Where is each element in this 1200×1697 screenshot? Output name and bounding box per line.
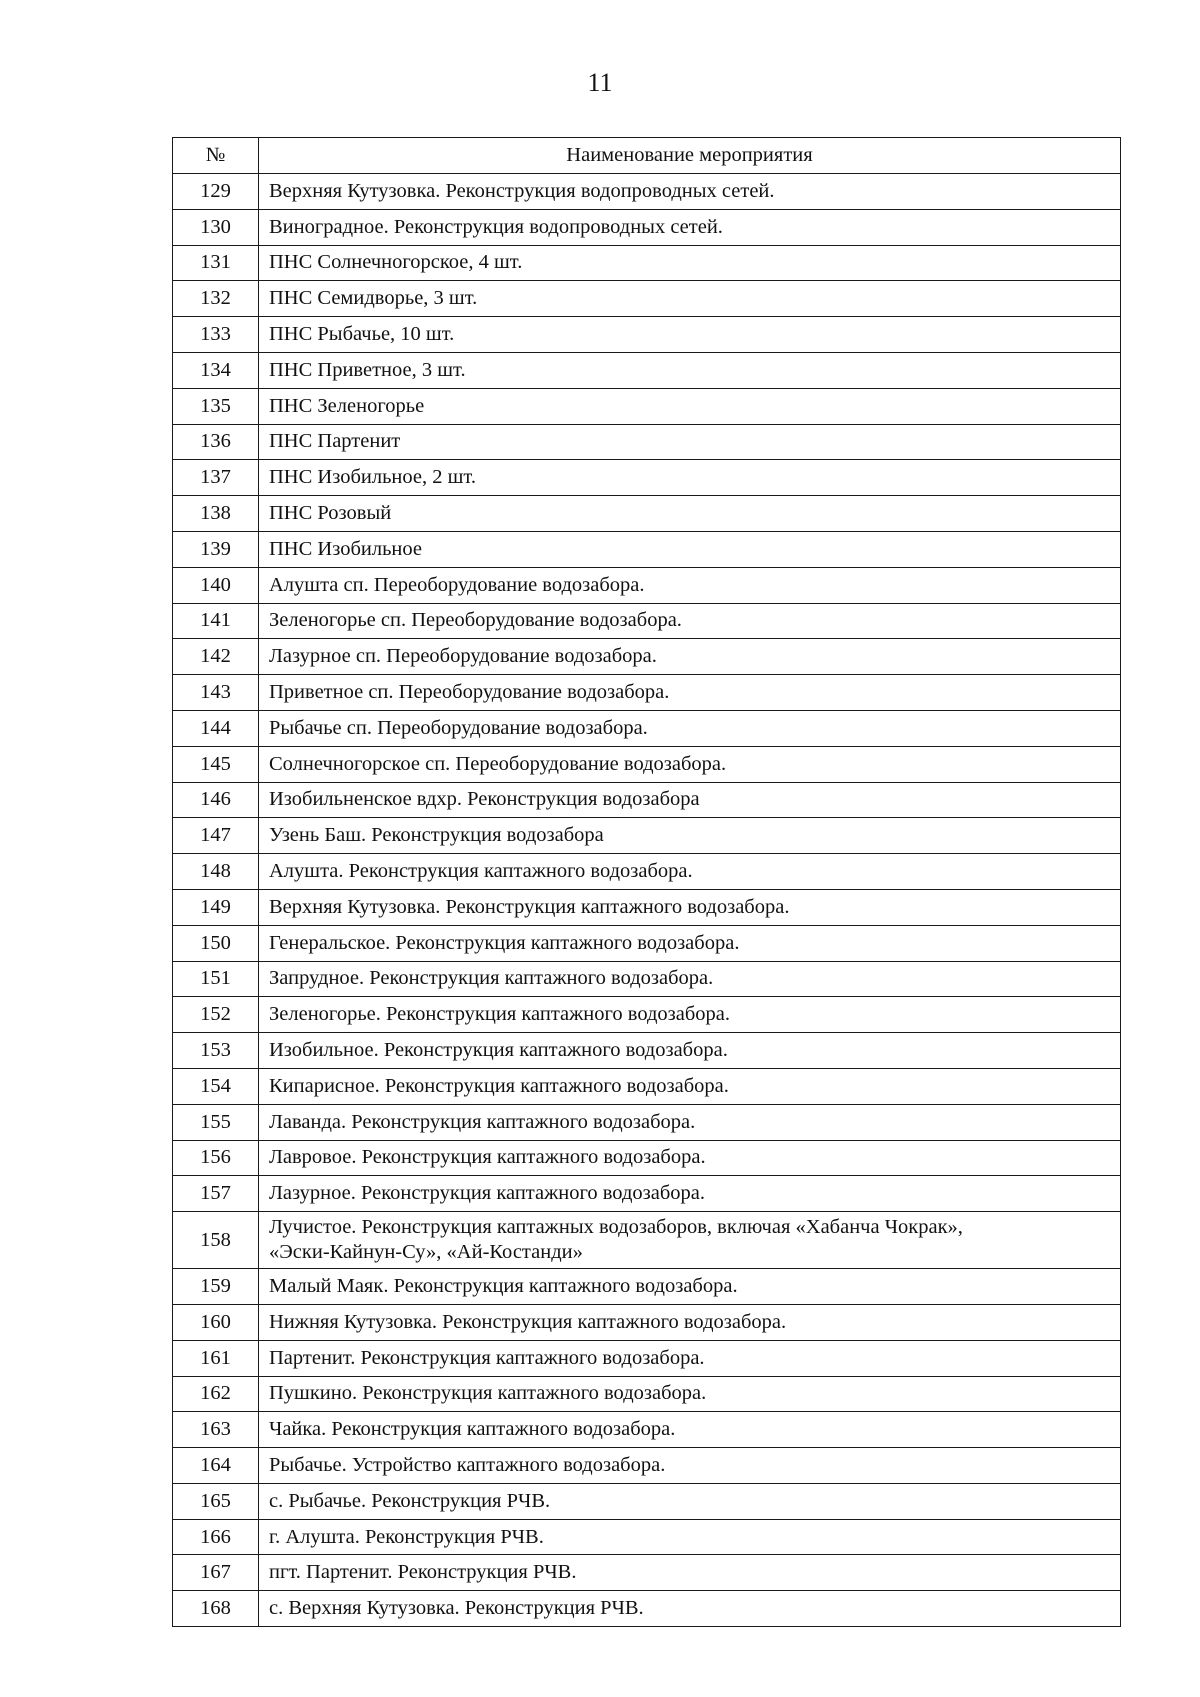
row-measure-name: Виноградное. Реконструкция водопроводных сетей. [259,209,1121,245]
table-row [173,818,1121,854]
row-number: 168 [173,1591,259,1627]
row-measure-name: ПНС Розовый [259,496,1121,532]
row-measure-name: Алушта сп. Переоборудование водозабора. [259,567,1121,603]
row-measure-name: Зеленогорье сп. Переоборудование водозабора. [259,603,1121,639]
table-row [173,1304,1121,1340]
row-measure-name: ПНС Зеленогорье [259,388,1121,424]
table-row [173,639,1121,675]
row-measure-name: ПНС Изобильное, 2 шт. [259,460,1121,496]
row-measure-name: Узень Баш. Реконструкция водозабора [259,818,1121,854]
table-row [173,997,1121,1033]
row-number: 132 [173,281,259,317]
table-row [173,675,1121,711]
row-number: 151 [173,961,259,997]
row-number: 154 [173,1068,259,1104]
row-number: 164 [173,1448,259,1484]
row-number: 148 [173,854,259,890]
row-number: 163 [173,1412,259,1448]
row-number: 159 [173,1269,259,1305]
table-row [173,1033,1121,1069]
row-measure-name: ПНС Рыбачье, 10 шт. [259,317,1121,353]
table-row [173,1519,1121,1555]
table-row [173,567,1121,603]
table-row [173,1448,1121,1484]
row-measure-name: Чайка. Реконструкция каптажного водозабора. [259,1412,1121,1448]
row-number: 133 [173,317,259,353]
row-measure-name-line-1: Лучистое. Реконструкция каптажных водозаборов, включая «Хабанча Чокрак», [269,1216,963,1239]
row-measure-name: ПНС Солнечногорское, 4 шт. [259,245,1121,281]
row-number: 145 [173,746,259,782]
row-measure-name: Верхняя Кутузовка. Реконструкция водопроводных сетей. [259,174,1121,210]
row-measure-name: Малый Маяк. Реконструкция каптажного водозабора. [259,1269,1121,1305]
table-row [173,209,1121,245]
row-measure-name: Рыбачье. Устройство каптажного водозабора. [259,1448,1121,1484]
row-number: 167 [173,1555,259,1591]
measures-table [172,137,1121,1627]
row-number: 136 [173,424,259,460]
row-number: 129 [173,174,259,210]
row-number: 158 [173,1212,259,1269]
row-measure-name: пгт. Партенит. Реконструкция РЧВ. [259,1555,1121,1591]
table-row [173,1591,1121,1627]
row-measure-name [259,1212,1121,1269]
row-measure-name: Изобильное. Реконструкция каптажного водозабора. [259,1033,1121,1069]
row-measure-name: Зеленогорье. Реконструкция каптажного водозабора. [259,997,1121,1033]
table-row [173,460,1121,496]
table-row [173,1140,1121,1176]
row-number: 157 [173,1176,259,1212]
row-measure-name: г. Алушта. Реконструкция РЧВ. [259,1519,1121,1555]
row-measure-name: ПНС Изобильное [259,531,1121,567]
row-number: 161 [173,1340,259,1376]
table-row [173,352,1121,388]
row-measure-name: Верхняя Кутузовка. Реконструкция каптажного водозабора. [259,889,1121,925]
table-row [173,174,1121,210]
row-measure-name: Лазурное сп. Переоборудование водозабора. [259,639,1121,675]
table-row [173,782,1121,818]
table-row [173,1068,1121,1104]
row-number: 137 [173,460,259,496]
row-measure-name: Генеральское. Реконструкция каптажного водозабора. [259,925,1121,961]
table-row [173,1340,1121,1376]
table-row [173,603,1121,639]
row-number: 138 [173,496,259,532]
header-measure-name: Наименование мероприятия [259,138,1121,174]
row-measure-name: Рыбачье сп. Переоборудование водозабора. [259,710,1121,746]
row-measure-name: Приветное сп. Переоборудование водозабора. [259,675,1121,711]
table-row [173,746,1121,782]
row-number: 149 [173,889,259,925]
row-number: 152 [173,997,259,1033]
row-measure-name: Лазурное. Реконструкция каптажного водозабора. [259,1176,1121,1212]
row-number: 153 [173,1033,259,1069]
row-number: 147 [173,818,259,854]
row-number: 134 [173,352,259,388]
row-measure-name-line-2: «Эски-Кайнун-Су», «Ай-Костанди» [269,1241,583,1264]
row-measure-name: Запрудное. Реконструкция каптажного водозабора. [259,961,1121,997]
table-row [173,710,1121,746]
table-row [173,388,1121,424]
table-row [173,1483,1121,1519]
row-measure-name: с. Верхняя Кутузовка. Реконструкция РЧВ. [259,1591,1121,1627]
table-row [173,854,1121,890]
row-measure-name: ПНС Приветное, 3 шт. [259,352,1121,388]
table-row [173,889,1121,925]
table-row [173,1212,1121,1269]
row-measure-name: Солнечногорское сп. Переоборудование водозабора. [259,746,1121,782]
row-measure-name: Пушкино. Реконструкция каптажного водозабора. [259,1376,1121,1412]
row-number: 165 [173,1483,259,1519]
row-number: 166 [173,1519,259,1555]
table-row [173,245,1121,281]
table-row [173,1269,1121,1305]
row-number: 141 [173,603,259,639]
row-measure-name: ПНС Семидворье, 3 шт. [259,281,1121,317]
row-number: 131 [173,245,259,281]
row-measure-name: Алушта. Реконструкция каптажного водозабора. [259,854,1121,890]
row-number: 156 [173,1140,259,1176]
row-measure-name: Партенит. Реконструкция каптажного водозабора. [259,1340,1121,1376]
table-row [173,1555,1121,1591]
table-row [173,1376,1121,1412]
table-row [173,531,1121,567]
table-row [173,1176,1121,1212]
header-number: № [173,138,259,174]
row-number: 143 [173,675,259,711]
row-number: 135 [173,388,259,424]
table-row [173,317,1121,353]
table-row [173,1412,1121,1448]
row-number: 162 [173,1376,259,1412]
row-number: 160 [173,1304,259,1340]
row-number: 155 [173,1104,259,1140]
row-measure-name: Кипарисное. Реконструкция каптажного водозабора. [259,1068,1121,1104]
row-number: 130 [173,209,259,245]
row-measure-name: с. Рыбачье. Реконструкция РЧВ. [259,1483,1121,1519]
row-measure-name: ПНС Партенит [259,424,1121,460]
table-row [173,961,1121,997]
row-number: 150 [173,925,259,961]
table-header-row [173,138,1121,174]
page-number: 11 [587,68,613,97]
table-row [173,1104,1121,1140]
row-number: 140 [173,567,259,603]
row-number: 144 [173,710,259,746]
row-measure-name: Лавровое. Реконструкция каптажного водозабора. [259,1140,1121,1176]
row-measure-name: Лаванда. Реконструкция каптажного водозабора. [259,1104,1121,1140]
table-row [173,925,1121,961]
table-row [173,496,1121,532]
table-row [173,281,1121,317]
row-number: 139 [173,531,259,567]
row-measure-name: Нижняя Кутузовка. Реконструкция каптажного водозабора. [259,1304,1121,1340]
row-measure-name: Изобильненское вдхр. Реконструкция водозабора [259,782,1121,818]
table-row [173,424,1121,460]
row-number: 142 [173,639,259,675]
row-number: 146 [173,782,259,818]
